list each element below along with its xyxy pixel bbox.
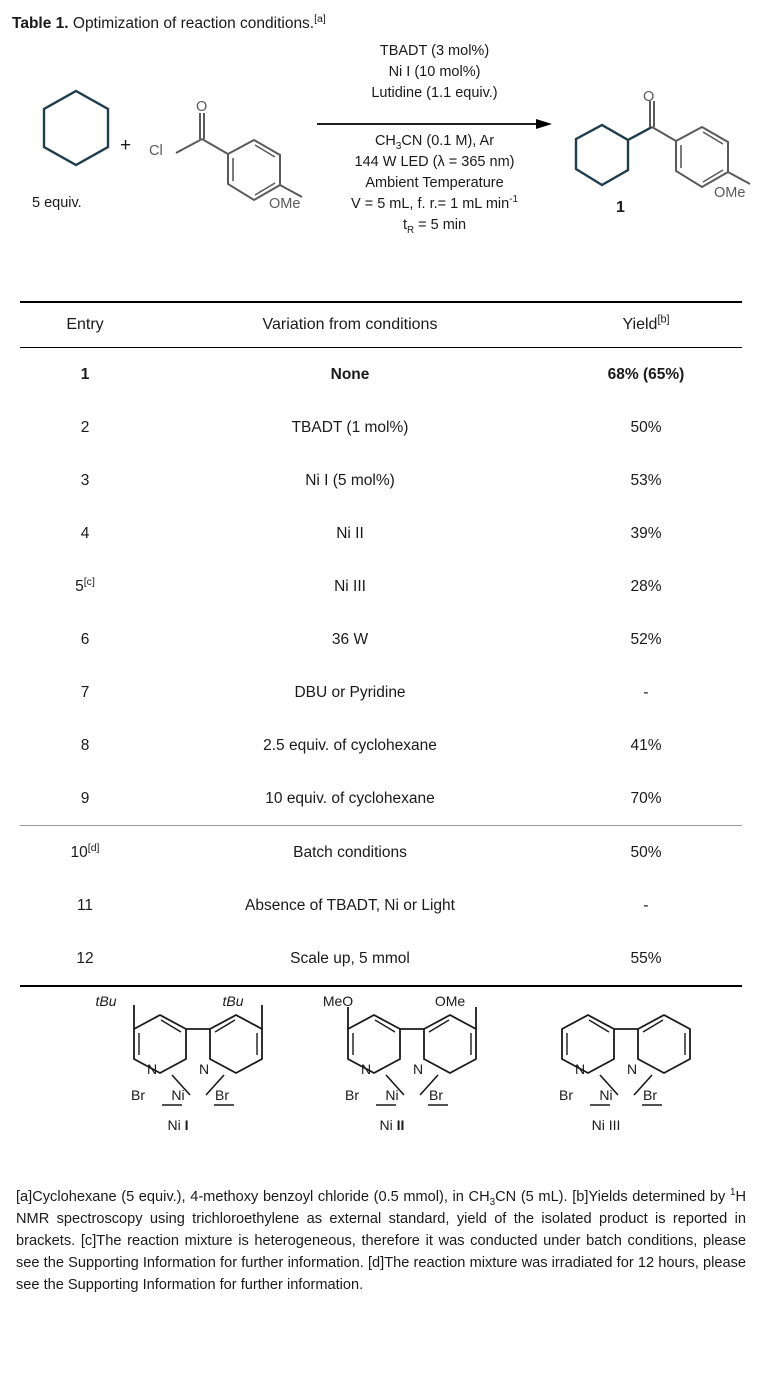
- cyclohexane-structure: [26, 79, 136, 189]
- table-row: [20, 507, 742, 560]
- cell-entry: 2: [80, 418, 90, 436]
- ligand-1-n-left: N: [146, 1061, 158, 1078]
- ligand-2-n-right: N: [412, 1061, 424, 1078]
- table-caption-text: Optimization of reaction conditions.: [68, 15, 315, 32]
- ligand-structure-ni-iii: [526, 995, 726, 1160]
- cell-entry: 11: [76, 896, 94, 914]
- carbonyl-o-label-right: O: [643, 89, 655, 106]
- condition-solvent: $CH_3CN$ (0.1 M), Ar: [374, 133, 495, 153]
- table-row: [20, 348, 742, 402]
- table-caption-note: [a]: [314, 12, 326, 25]
- cell-entry: 1: [80, 365, 90, 383]
- table-row: [20, 560, 742, 613]
- ligand-3-name: Ni III: [591, 1117, 621, 1134]
- cell-entry: 4: [80, 524, 90, 542]
- condition-residence-time: $t_R = 5$ min: [402, 217, 467, 237]
- cell-entry: 6: [80, 630, 90, 648]
- cell-entry: 12: [76, 949, 94, 967]
- cell-yield: 50%: [630, 418, 662, 436]
- ligand-1-name: Ni I: [167, 1117, 189, 1134]
- ligand-3-n-right: N: [626, 1061, 638, 1078]
- cell-entry: 8: [80, 736, 90, 754]
- optimization-table: [20, 301, 742, 989]
- table-header-row: [20, 302, 742, 348]
- table-row: [20, 879, 742, 932]
- ligand-1-metal: Ni: [171, 1087, 185, 1104]
- cell-yield: -: [643, 683, 649, 701]
- cyclohexane-equiv-label: 5 equiv.: [32, 195, 82, 212]
- table-row: [20, 719, 742, 772]
- ligand-2-name: Ni II: [379, 1117, 405, 1134]
- ligand-3-br-left: Br: [559, 1087, 573, 1104]
- cell-yield: 70%: [630, 789, 662, 807]
- table-caption-label: Table 1.: [12, 15, 69, 32]
- cell-yield: 55%: [630, 949, 662, 967]
- cell-variation: Scale up, 5 mmol: [290, 949, 410, 967]
- carbonyl-o-label-left: O: [196, 99, 208, 116]
- cell-variation: Batch conditions: [293, 843, 407, 861]
- reaction-scheme: [12, 37, 750, 299]
- ligand-structure-ni-i: [98, 995, 298, 1160]
- acid-chloride-structure: [142, 77, 317, 212]
- ligand-2-metal: Ni: [385, 1087, 399, 1104]
- ome-label-right: OMe: [714, 185, 746, 202]
- ligand-3-n-left: N: [574, 1061, 586, 1078]
- header-yield: Yield[b]: [622, 314, 670, 334]
- product-number-label: 1: [616, 199, 625, 217]
- condition-light: 144 W LED (λ = 365 nm): [354, 154, 515, 171]
- chloride-label: Cl: [149, 143, 163, 160]
- table-row: [20, 932, 742, 986]
- cell-yield: 39%: [630, 524, 662, 542]
- cell-entry: 3: [80, 471, 90, 489]
- cell-variation: Absence of TBADT, Ni or Light: [245, 896, 455, 914]
- cell-yield: 41%: [630, 736, 662, 754]
- cell-variation: None: [330, 365, 370, 383]
- cell-variation: TBADT (1 mol%): [291, 418, 409, 436]
- ome-label-left: OMe: [269, 196, 301, 213]
- ligand-2-br-left: Br: [345, 1087, 359, 1104]
- cell-yield: 68% (65%): [607, 365, 685, 383]
- cell-yield: -: [643, 896, 649, 914]
- table-row: [20, 613, 742, 666]
- condition-line-1: TBADT (3 mol%): [379, 43, 490, 60]
- table-footnotes: [a]Cyclohexane (5 equiv.), 4-methoxy benzoyl chloride (0.5 mmol), in $CH_3CN$ (5 mL). [b]Yields determined by $^1$H NMR spectroscopy using trichloroethylene as external standard, yield of the isolated product is reported in brackets. [c]The reaction mixture is heterogeneous, therefore it was conducted under batch conditions, please see the Supporting Information for further information. [d]The reaction mixture was irradiated for 12 hours, please see the Supporting Information for further information.: [16, 1187, 746, 1293]
- condition-line-2: Ni I (10 mol%): [388, 64, 481, 81]
- cell-entry: 5[c]: [75, 575, 95, 595]
- ligand-3-br-right: Br: [643, 1087, 657, 1104]
- ligand-2-n-left: N: [360, 1061, 372, 1078]
- ligand-structures: [20, 989, 742, 1185]
- cell-variation: 36 W: [331, 630, 369, 648]
- cell-yield: 28%: [630, 577, 662, 595]
- cell-variation: Ni II: [336, 524, 364, 542]
- plus-sign: +: [120, 135, 132, 157]
- condition-line-3: Lutidine (1.1 equiv.): [371, 85, 498, 102]
- cell-variation: Ni III: [334, 577, 366, 595]
- cell-entry: 7: [80, 683, 90, 701]
- ligand-2-br-right: Br: [429, 1087, 443, 1104]
- table-row: [20, 454, 742, 507]
- ligand-1-substituent-left: tBu: [95, 993, 117, 1010]
- reaction-arrow: [317, 119, 552, 129]
- ligand-1-substituent-right: tBu: [222, 993, 244, 1010]
- header-variation: Variation from conditions: [262, 316, 438, 334]
- ligand-1-n-right: N: [198, 1061, 210, 1078]
- cell-entry: 10[d]: [70, 841, 100, 861]
- conditions-above-arrow: [317, 41, 552, 104]
- cell-variation: DBU or Pyridine: [294, 683, 406, 701]
- table-row: [20, 772, 742, 826]
- table-row: [20, 666, 742, 719]
- condition-flow: V = 5 mL, f. r.= 1 mL $\min^{-1}$: [351, 194, 518, 213]
- header-entry: Entry: [66, 316, 104, 334]
- table-row: [20, 401, 742, 454]
- ligand-1-br-right: Br: [215, 1087, 229, 1104]
- table-row: [20, 826, 742, 880]
- table-caption: [12, 14, 750, 33]
- ligand-structure-ni-ii: [312, 995, 512, 1160]
- cell-variation: 10 equiv. of cyclohexane: [265, 789, 435, 807]
- cell-yield: 52%: [630, 630, 662, 648]
- cell-variation: Ni I (5 mol%): [305, 471, 395, 489]
- cell-entry: 9: [80, 789, 90, 807]
- ligand-2-substituent-left: MeO: [322, 993, 354, 1010]
- condition-temperature: Ambient Temperature: [365, 175, 504, 192]
- ligand-1-br-left: Br: [131, 1087, 145, 1104]
- conditions-below-arrow: [317, 131, 552, 236]
- cell-yield: 53%: [630, 471, 662, 489]
- cell-yield: 50%: [630, 843, 662, 861]
- ligand-3-metal: Ni: [599, 1087, 613, 1104]
- ligand-2-substituent-right: OMe: [434, 993, 466, 1010]
- cell-variation: 2.5 equiv. of cyclohexane: [263, 736, 437, 754]
